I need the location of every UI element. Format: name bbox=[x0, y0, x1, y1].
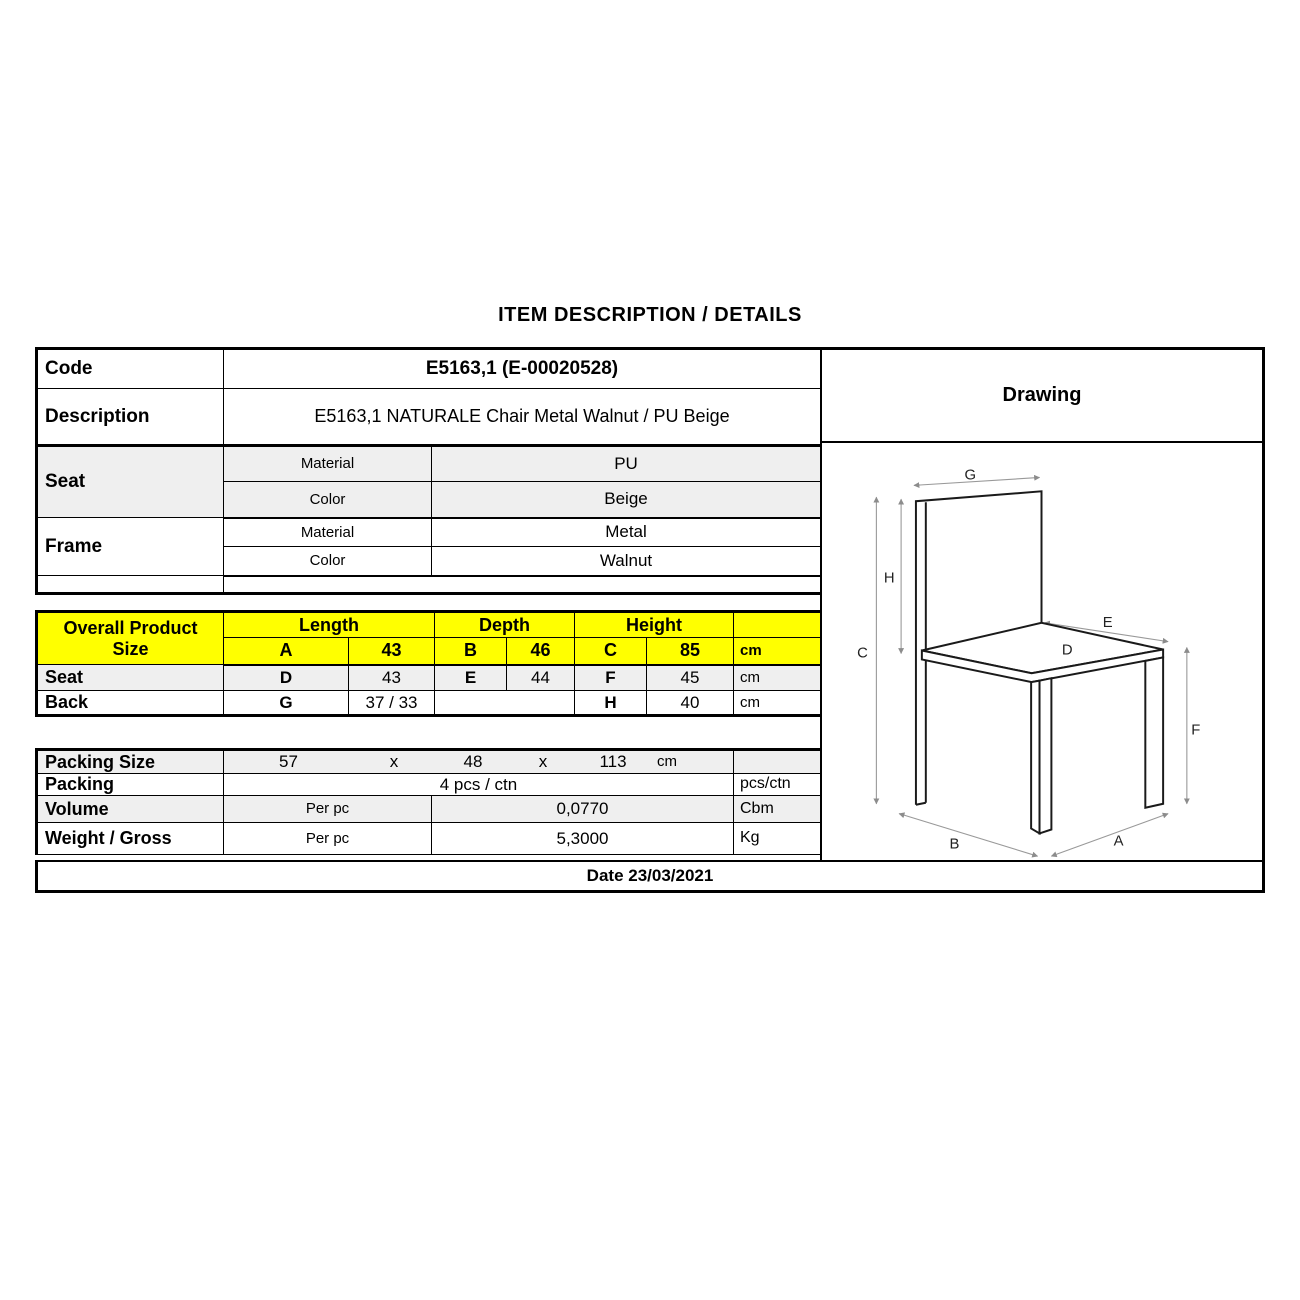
height-header: Height bbox=[575, 612, 734, 638]
dim-value: 46 bbox=[507, 638, 575, 665]
unit-header bbox=[734, 612, 822, 638]
volume-basis: Per pc bbox=[224, 796, 432, 823]
length-header: Length bbox=[224, 612, 435, 638]
dim-letter: A bbox=[224, 638, 349, 665]
table-row bbox=[37, 691, 822, 716]
frame-group-label: Frame bbox=[37, 518, 224, 576]
seat-material-label: Material bbox=[224, 446, 432, 482]
drawing-panel-title: Drawing bbox=[822, 350, 1262, 443]
date-row bbox=[35, 860, 1265, 893]
dim-label-f: F bbox=[1191, 722, 1201, 739]
dim-label-b: B bbox=[949, 836, 960, 853]
dim-letter: H bbox=[575, 691, 647, 716]
packing-unit: pcs/ctn bbox=[734, 774, 822, 796]
packing-value: 4 pcs / ctn bbox=[224, 774, 734, 796]
description-value: E5163,1 NATURALE Chair Metal Walnut / PU Beige bbox=[224, 389, 822, 446]
weight-unit: Kg bbox=[734, 823, 822, 855]
code-value: E5163,1 (E-00020528) bbox=[224, 349, 822, 389]
frame-color-label: Color bbox=[224, 547, 432, 576]
unit-cell: cm bbox=[734, 665, 822, 691]
info-table bbox=[35, 347, 823, 595]
code-label: Code bbox=[37, 349, 224, 389]
dim-letter: F bbox=[575, 665, 647, 691]
seat-group-label: Seat bbox=[37, 446, 224, 518]
size-header-label bbox=[37, 612, 224, 665]
weight-label: Weight / Gross bbox=[37, 823, 224, 855]
table-row bbox=[37, 349, 822, 389]
dim-letter: G bbox=[224, 691, 349, 716]
packing-size-values bbox=[224, 750, 734, 774]
dim-letter: D bbox=[224, 665, 349, 691]
packing-size-x1: x bbox=[389, 752, 399, 772]
dim-letter: B bbox=[435, 638, 507, 665]
dim-label-e: E bbox=[1102, 614, 1113, 631]
volume-value: 0,0770 bbox=[432, 796, 734, 823]
dim-value: 43 bbox=[349, 665, 435, 691]
seat-color-label: Color bbox=[224, 482, 432, 518]
packing-size-v2: 48 bbox=[463, 752, 483, 772]
dim-label-a: A bbox=[1113, 833, 1124, 850]
size-header-line1: Overall Product bbox=[63, 617, 198, 638]
dim-label-h: H bbox=[883, 570, 895, 587]
seat-material-value: PU bbox=[432, 446, 822, 482]
table-row bbox=[37, 612, 822, 638]
packing-size-unit: cm bbox=[657, 753, 677, 771]
dim-label-d: D bbox=[1061, 642, 1073, 659]
packing-label: Packing bbox=[37, 774, 224, 796]
packing-size-v3: 113 bbox=[599, 752, 627, 772]
dim-value: 40 bbox=[647, 691, 734, 716]
table-row bbox=[37, 750, 822, 774]
description-label: Description bbox=[37, 389, 224, 446]
spacer-cell bbox=[37, 576, 224, 594]
packing-size-x2: x bbox=[538, 752, 548, 772]
dim-value: 45 bbox=[647, 665, 734, 691]
packing-table bbox=[35, 748, 823, 855]
dim-letter: C bbox=[575, 638, 647, 665]
table-row bbox=[37, 665, 822, 691]
dim-letter: E bbox=[435, 665, 507, 691]
empty-cell bbox=[734, 750, 822, 774]
spacer-row bbox=[37, 576, 822, 594]
chair-drawing bbox=[822, 443, 1262, 860]
table-row bbox=[37, 518, 822, 547]
frame-color-value: Walnut bbox=[432, 547, 822, 576]
empty-cell bbox=[435, 691, 575, 716]
unit-cell: cm bbox=[734, 691, 822, 716]
dim-value: 37 / 33 bbox=[349, 691, 435, 716]
packing-size-v1: 57 bbox=[279, 752, 298, 772]
size-table bbox=[35, 610, 823, 717]
seat-size-label: Seat bbox=[37, 665, 224, 691]
table-row bbox=[37, 774, 822, 796]
table-row bbox=[37, 796, 822, 823]
chair-outline bbox=[916, 491, 1163, 833]
seat-color-value: Beige bbox=[432, 482, 822, 518]
weight-basis: Per pc bbox=[224, 823, 432, 855]
size-header-line2: Size bbox=[112, 638, 149, 659]
spacer-cell bbox=[224, 576, 822, 594]
packing-size-label: Packing Size bbox=[37, 750, 224, 774]
table-row bbox=[37, 446, 822, 482]
dim-value: 44 bbox=[507, 665, 575, 691]
dim-label-c: C bbox=[857, 645, 868, 662]
back-size-label: Back bbox=[37, 691, 224, 716]
depth-header: Depth bbox=[435, 612, 575, 638]
drawing-panel bbox=[820, 347, 1265, 860]
table-row bbox=[37, 389, 822, 446]
dim-value: 85 bbox=[647, 638, 734, 665]
weight-value: 5,3000 bbox=[432, 823, 734, 855]
unit-cell: cm bbox=[734, 638, 822, 665]
page-title: ITEM DESCRIPTION / DETAILS bbox=[498, 304, 802, 326]
frame-material-label: Material bbox=[224, 518, 432, 547]
volume-label: Volume bbox=[37, 796, 224, 823]
dim-value: 43 bbox=[349, 638, 435, 665]
frame-material-value: Metal bbox=[432, 518, 822, 547]
dim-label-g: G bbox=[964, 467, 977, 484]
volume-unit: Cbm bbox=[734, 796, 822, 823]
table-row bbox=[37, 823, 822, 855]
date-value: Date 23/03/2021 bbox=[586, 866, 714, 885]
